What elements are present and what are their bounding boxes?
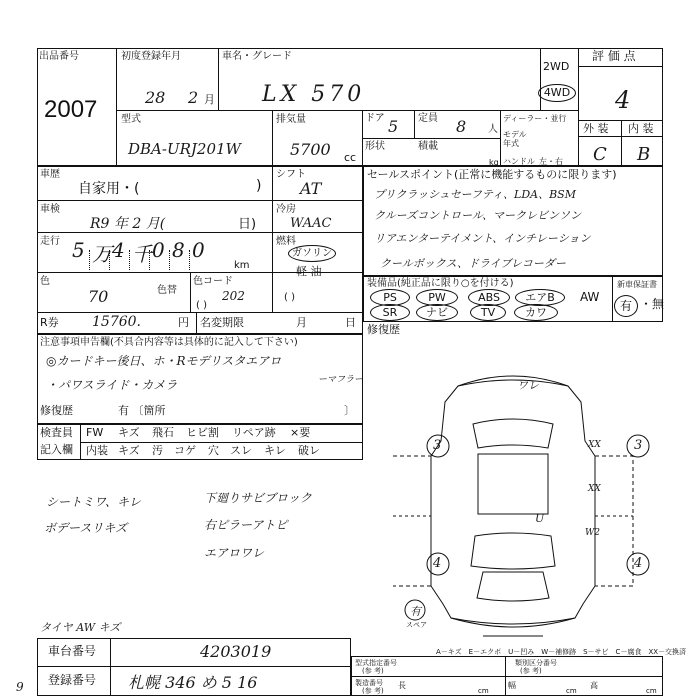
sales-line-1: プリクラッシュセーフティ、LDA、BSM (374, 188, 576, 201)
rear-window (471, 533, 555, 569)
tire-markers (405, 435, 649, 620)
repair-label: 修復歴 (40, 404, 73, 417)
fuel-diesel: 軽 油 (296, 265, 322, 278)
equip-airbag: エアB (515, 289, 565, 306)
tire-fl: 3 (433, 438, 442, 453)
marks-item: キズ (118, 426, 140, 439)
shift-label: シフト (276, 169, 306, 180)
tire-fr: 3 (634, 438, 643, 453)
reg-month-unit: 月 (204, 93, 215, 106)
reg-month: 2 (188, 88, 199, 107)
model-label: 車名・グレード (222, 51, 292, 62)
yen-unit: 円 (178, 316, 189, 329)
marks-item: 穴 (208, 444, 219, 457)
equip-leather: カワ (514, 304, 558, 321)
equip-aw: AW (580, 290, 600, 304)
kg-unit: kg (489, 158, 499, 167)
hw-bottom-note: タイヤ AW キズ (40, 621, 121, 634)
marks-item: 汚 (152, 444, 163, 457)
dims-height-cm: cm (646, 687, 657, 695)
fuel-gas: ガソリン (288, 245, 336, 262)
mileage-digit: 0 (192, 238, 205, 262)
period-day: 日 (345, 316, 356, 329)
chassis-value: 4203019 (200, 642, 272, 661)
lot-label: 出品番号 (39, 51, 79, 62)
marks-item: キズ (118, 444, 140, 457)
equip-pw: PW (416, 289, 458, 306)
usage-label: 車歴 (40, 169, 60, 180)
chassis-label: 車台番号 (48, 644, 97, 658)
displacement-label: 排気量 (276, 114, 306, 125)
hw-right-1: 下廻りサビブロック (204, 491, 312, 505)
roof (478, 454, 548, 514)
handle-label: ハンドル (503, 157, 535, 166)
dims-height: 高 (590, 681, 598, 690)
mileage-digit: 5 (72, 238, 85, 262)
notes-line-1: ◎カードキー後日、ホ・Rモデリスタエアロ (46, 354, 282, 368)
type-label: 型式 (121, 114, 141, 125)
spare-value: 有 (410, 605, 421, 618)
new-warranty-label: 新車保証書 (617, 280, 657, 289)
registration-period-label: 名変期限 (200, 316, 244, 329)
dims-width: 幅 (508, 681, 516, 690)
reg-label: 初度登録年月 (121, 51, 181, 62)
notes-line-1b: ーマフラー (318, 375, 364, 385)
cc-unit: cc (344, 151, 357, 164)
model-year-label: モデル 年式 (503, 130, 527, 148)
inspection-value: R9 年 2 月( (90, 216, 166, 232)
notes-line-2: ・パワスライド・カメラ (46, 378, 178, 392)
certified-label: 型式指定番号 (355, 659, 397, 667)
ac-value: WAAC (290, 216, 332, 231)
type-value: DBA-URJ201W (128, 140, 241, 158)
plate-value: 札幌 346 め 5 16 (128, 673, 258, 692)
hw-right-3: エアロワレ (204, 546, 265, 560)
plate-label: 登録番号 (48, 673, 97, 687)
marks-item: キレ (264, 444, 286, 457)
mileage-label: 走行 (40, 236, 60, 247)
notes-label: 注意事項申告欄(不具合内容等は具体的に記入して下さい) (40, 337, 298, 348)
diagram-top-wr: ワレ (517, 379, 539, 392)
marks-item: ヒビ割 (186, 426, 219, 439)
ext-value: C (593, 144, 607, 165)
equip-navi: ナビ (416, 304, 458, 321)
car-diagram (363, 336, 663, 656)
capacity-unit: 人 (488, 124, 498, 135)
tire-rl: 4 (433, 556, 442, 571)
color-code-label: 色コード (193, 276, 233, 287)
usage-value: 自家用・( (78, 181, 140, 197)
equip-tv: TV (470, 304, 506, 321)
ac-label: 冷房 (276, 204, 296, 215)
left-side (393, 456, 431, 586)
legend: A－キズ E－エクボ U－凹み W－補修跡 S－サビ C－腐食 XX－交換済 (436, 648, 687, 656)
marks-head: 内装 (86, 444, 108, 457)
drive-4wd: 4WD (538, 84, 576, 102)
mileage-digit: 千 (132, 242, 152, 266)
capacity-value: 8 (456, 117, 467, 136)
certified-ref: (参 考) (362, 667, 384, 675)
serial-ref: (参 考) (362, 687, 384, 695)
fuel-paren: ( ) (284, 292, 295, 303)
marks-item: コゲ (174, 444, 196, 457)
fill-label: 記入欄 (40, 443, 73, 456)
shape-label: 形状 (365, 141, 385, 152)
drive-2wd: 2WD (543, 60, 570, 73)
sales-line-3: リアエンターテイメント、インチレーション (374, 232, 591, 245)
hw-right-2: 右ピラーアトピ (204, 518, 288, 532)
period-month: 月 (296, 316, 307, 329)
marks-item: 破レ (298, 444, 320, 457)
ext-label: 外 装 (583, 122, 609, 135)
dealer-label: ディーラー・並行 (503, 114, 567, 123)
marks-item: ×要 (290, 426, 311, 439)
car-outline (431, 380, 595, 624)
capacity-label: 定員 (418, 113, 438, 124)
category-label: 類別区分番号 (515, 659, 557, 667)
marks-item: スレ (230, 444, 252, 457)
category-ref: (参 考) (520, 667, 542, 675)
reg-year: 28 (145, 88, 166, 107)
doors-label: ドア (365, 113, 385, 124)
windshield (473, 419, 553, 448)
color-change-label: 色替 (157, 285, 177, 296)
dims-width-cm: cm (566, 687, 577, 695)
inspection-day: 日) (238, 217, 257, 232)
page-mark: 9 (16, 680, 24, 694)
sales-line-4: クールボックス、ドライブレコーダー (380, 257, 566, 270)
marks-head: FW (86, 426, 104, 439)
mileage-digit: 万 (92, 242, 112, 266)
int-label: 内 装 (628, 122, 654, 135)
handle-value: 左・右 (539, 157, 563, 166)
color-code-value: 202 (222, 289, 245, 303)
int-value: B (637, 144, 651, 165)
sales-line-2: クルーズコントロール、マークレビンソン (374, 209, 582, 222)
hw-left-1: シートミワ、キレ (46, 495, 141, 509)
mark-w2: W2 (585, 528, 600, 538)
score-label: 評 価 点 (592, 49, 636, 63)
sales-label: セールスポイント(正常に機能するものに限ります) (367, 168, 617, 181)
km-unit: km (234, 260, 250, 271)
restore-label: 修復歴 (367, 323, 400, 336)
hw-left-2: ボデースリキズ (44, 521, 128, 535)
marks-item: リペア跡 (232, 426, 276, 439)
displacement-value: 5700 (290, 140, 331, 159)
mark-xx-2: XX (588, 484, 601, 494)
model-value: LX 570 (262, 82, 366, 107)
mileage-digit: 0 (152, 238, 165, 262)
spare-label: スペア (406, 621, 427, 629)
color-code-paren: ( ) (196, 300, 207, 311)
load-label: 積載 (418, 141, 438, 152)
repair-value: 有 〔箇所 (118, 404, 166, 417)
lot-number: 2007 (44, 96, 98, 123)
equip-abs: ABS (468, 289, 510, 306)
inspection-label: 車検 (40, 204, 60, 215)
repair-close: 〕 (344, 404, 355, 417)
mileage-digit: 8 (172, 238, 185, 262)
equipment-label: 装備品(純正品に限り○を付ける) (367, 278, 514, 289)
equip-sr: SR (370, 304, 410, 321)
tire-rr: 4 (634, 556, 643, 571)
mark-xx-1: XX (588, 440, 601, 450)
color-label: 色 (40, 276, 50, 287)
mileage-digit: 4 (112, 238, 125, 262)
recycle-label: R券 (40, 316, 59, 329)
dims-length-cm: cm (478, 687, 489, 695)
shift-value: AT (300, 179, 322, 198)
mark-u: U (535, 512, 545, 525)
warranty-no: ・無 (640, 297, 665, 311)
usage-close: ) (256, 178, 262, 194)
equip-ps: PS (370, 289, 410, 306)
recycle-value: 15760. (92, 314, 141, 330)
fuel-label: 燃料 (276, 236, 296, 247)
serial-label: 製造番号 (355, 679, 383, 687)
doors-value: 5 (388, 117, 399, 136)
marks-item: 飛石 (152, 426, 174, 439)
color-value: 70 (88, 287, 109, 306)
score-value: 4 (615, 86, 631, 114)
inspector-label: 検査員 (40, 426, 73, 439)
warranty-yes: 有 (614, 295, 638, 317)
dims-length: 長 (398, 681, 406, 690)
rear-cab (477, 572, 549, 601)
